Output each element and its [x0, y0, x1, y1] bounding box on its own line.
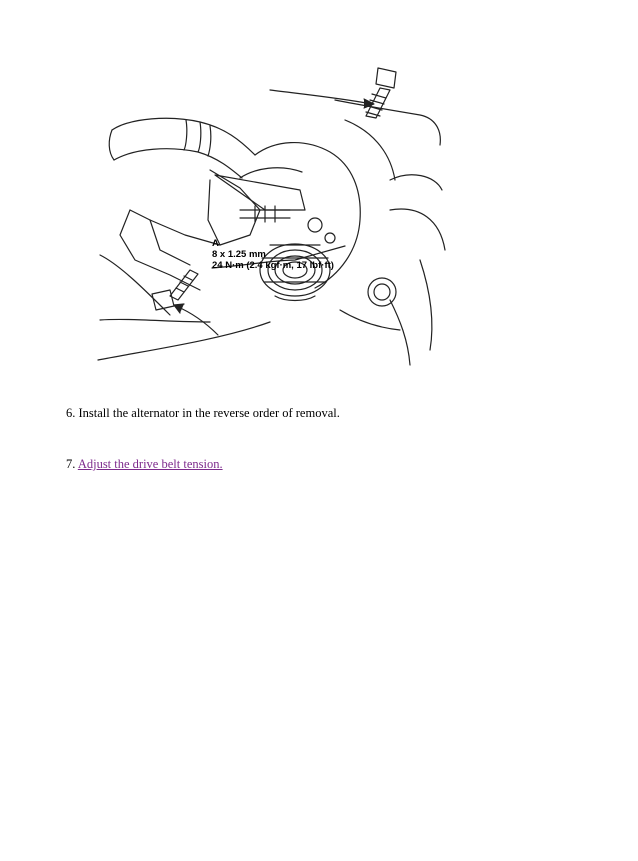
callout-letter: A	[212, 238, 219, 249]
boss-drawing	[368, 278, 396, 306]
callout-torque-spec: 24 N·m (2.4 kgf·m, 17 lbf·ft)	[212, 260, 334, 271]
adjust-drive-belt-link[interactable]: Adjust the drive belt tension.	[77, 457, 223, 471]
alternator-installation-diagram	[90, 60, 450, 370]
lower-bolt-leader-arrow	[176, 306, 218, 335]
step-7	[66, 456, 223, 472]
step-6-text: Install the alternator in the reverse order of removal.	[78, 406, 340, 420]
callout-bolt-size: 8 x 1.25 mm	[212, 249, 266, 260]
callout-label	[212, 238, 334, 271]
step-6-number: 6.	[66, 406, 76, 420]
hose-drawing	[109, 118, 255, 178]
step-7-number: 7.	[66, 457, 76, 471]
engine-housing-drawing	[98, 100, 445, 365]
step-6	[66, 405, 340, 421]
upper-bolt-leader-arrow	[270, 90, 372, 104]
